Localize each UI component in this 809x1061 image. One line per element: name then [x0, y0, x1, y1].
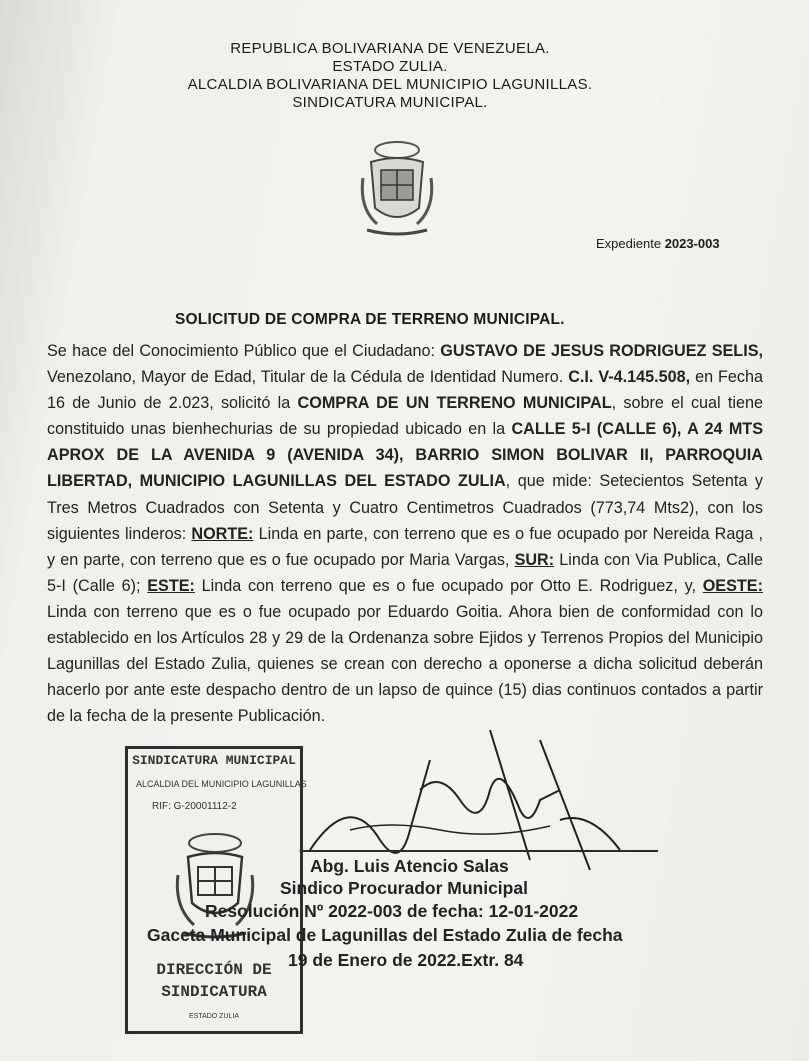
header-republic: REPUBLICA BOLIVARIANA DE VENEZUELA. [230, 40, 550, 57]
body-text-8: Linda con terreno que es o fue ocupado por Otto E. Rodriguez, y, [194, 576, 703, 595]
body-text-2: Venezolano, Mayor de Edad, Titular de la Cédula de Identidad Numero. [47, 368, 569, 387]
applicant-name: GUSTAVO DE JESUS RODRIGUEZ SELIS, [440, 342, 763, 360]
boundary-south: SUR: [514, 550, 555, 569]
stamp-alcaldia: ALCALDIA DEL MUNICIPIO LAGUNILLAS [136, 779, 307, 789]
body-text-3: en Fecha 16 de Junio de 2.023, solicitó la [47, 368, 763, 413]
coat-of-arms-icon [357, 138, 437, 238]
body-text-7: Linda con Via Publica, Calle 5-I (Calle 6); [47, 550, 764, 595]
body-text-9: Linda con terreno que es o fue ocupado por Eduardo Goitia. Ahora bien de conformidad con lo establecido en los Artículos 28 y 29 de la Ordenanza sobre Ejidos y Terrenos Propios del Municipio Lagunillas del Estado Zulia, quienes se crean con derecho a oponerse a dicha solicitud deberán hacerlo por ante este despacho dentro de un lapso de quince (15) dias continuos contados a partir de la fecha de la presente Publicación. [47, 602, 763, 726]
stamp-rif: RIF: G-20001112-2 [152, 801, 237, 812]
stamp-dir-line1: DIRECCIÓN DE [156, 961, 272, 979]
signature-line [298, 850, 658, 852]
signer-role: Sindico Procurador Municipal [280, 878, 528, 898]
boundary-east: ESTE: [147, 576, 195, 595]
header-sindicatura: SINDICATURA MUNICIPAL. [292, 94, 488, 111]
body-intro: Se hace del Conocimiento Público que el Ciudadano: [47, 342, 441, 360]
body-text-5: , que mide: Setecientos Setenta y Tres Metros Cuadrados con Setenta y Cuatro Centimetros Cuadrados (773,74 Mts2), con los siguientes linderos: [47, 472, 763, 543]
stamp-estado: ESTADO ZULIA [188, 1013, 240, 1020]
official-stamp [125, 746, 307, 1034]
signer-resolution: Resolución Nº 2022-003 de fecha: 12-01-2022 [205, 901, 579, 921]
body-paragraph [47, 338, 763, 729]
applicant-ci: C.I. V-4.145.508, [568, 368, 691, 387]
stamp-top-text: SINDICATURA MUNICIPAL [132, 753, 296, 768]
header-alcaldia: ALCALDIA BOLIVARIANA DEL MUNICIPIO LAGUNILLAS. [187, 76, 593, 93]
document-title: SOLICITUD DE COMPRA DE TERRENO MUNICIPAL. [175, 311, 565, 328]
signer-gazette: Gaceta Municipal de Lagunillas del Estado Zulia de fecha [147, 925, 623, 945]
signer-name: Abg. Luis Atencio Salas [310, 856, 509, 876]
stamp-dir-line2: SINDICATURA [161, 983, 267, 1001]
expediente-label [596, 236, 720, 251]
expediente-text: Expediente [596, 236, 662, 251]
letterhead [120, 40, 660, 112]
signer-gazette-date: 19 de Enero de 2022.Extr. 84 [288, 950, 524, 970]
header-state: ESTADO ZULIA. [332, 58, 448, 75]
body-text-6: Linda en parte, con terreno que es o fue ocupado por Nereida Raga , y en parte, con terreno que es o fue ocupado por Maria Vargas, [47, 524, 763, 569]
request-type: COMPRA DE UN TERRENO MUNICIPAL [297, 394, 612, 413]
property-location: CALLE 5-I (CALLE 6), A 24 MTS APROX DE LA AVENIDA 9 (AVENIDA 34), BARRIO SIMON BOLIVAR II, PARROQUIA LIBERTAD, MUNICIPIO LAGUNILLAS DEL ESTADO ZULIA [47, 420, 763, 491]
stamp-direction [128, 959, 300, 1003]
body-text-4: , sobre el cual tiene constituido unas bienhechurias de su propiedad ubicado en la [47, 394, 763, 439]
boundary-west: OESTE: [702, 576, 763, 595]
boundary-north: NORTE: [191, 524, 254, 543]
expediente-number: 2023-003 [664, 236, 720, 251]
